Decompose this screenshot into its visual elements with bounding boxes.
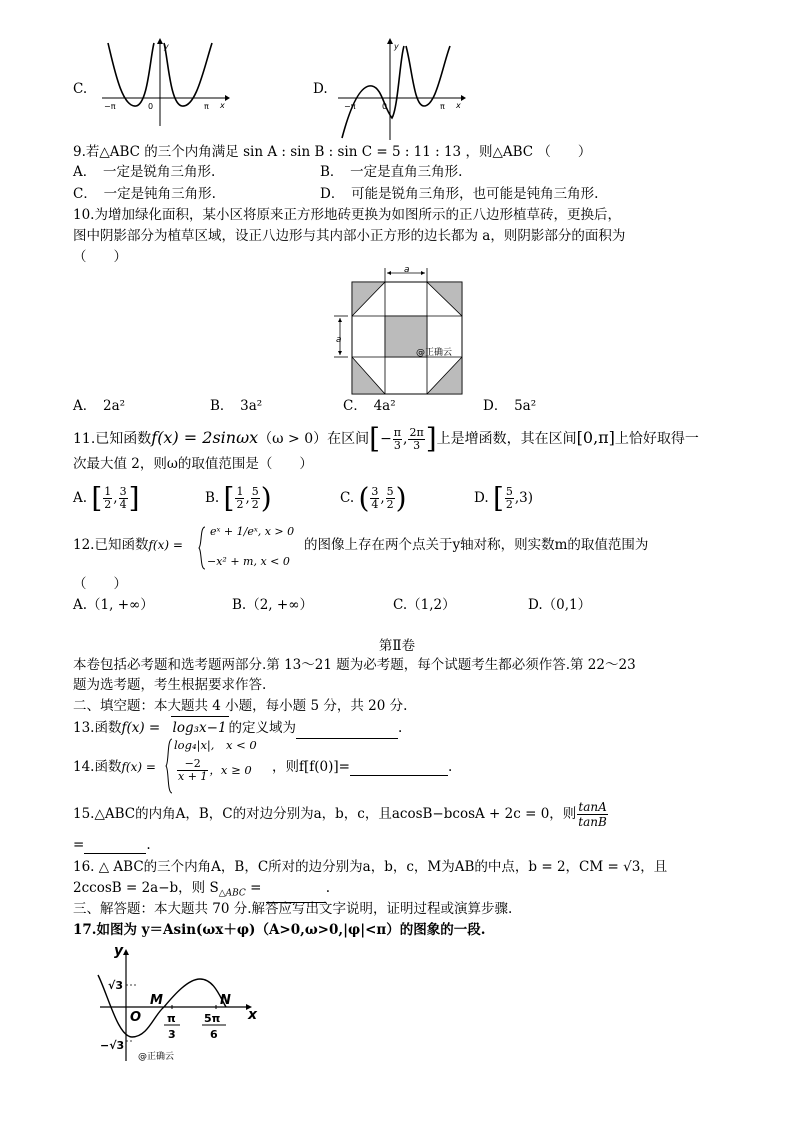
q14-tail — [272, 758, 452, 776]
q17-neg-sqrt3: −√3 — [100, 1039, 125, 1052]
q12-pre: 12.已知函数 — [73, 537, 149, 553]
q15-blank[interactable] — [84, 839, 146, 854]
q10-option-b: B． 3a² — [210, 398, 263, 414]
q8c-neg-pi: −π — [104, 102, 116, 111]
q11-c-label: C. — [340, 490, 355, 506]
q16-end: . — [325, 880, 331, 896]
q11-mid: 上是增函数，其在区间 — [436, 431, 577, 447]
q11-iv-n2: 2π — [409, 425, 424, 439]
q17-five-pi: 5π — [204, 1012, 221, 1025]
q11-iv-d1: 3 — [393, 438, 401, 452]
q12-func: f(x) = — [148, 538, 183, 552]
q13-radical: log₃x−1 — [171, 716, 229, 739]
q10-option-a: A． 2a² — [73, 398, 126, 414]
q10-option-c: C． 4a² — [343, 398, 396, 414]
q15-end: . — [146, 837, 151, 853]
section2-heading: 二、填空题：本大题共 4 小题，每小题 5 分，共 20 分. — [73, 698, 408, 714]
q10-line2: 图中阴影部分为植草区域，设正八边形与其内部小正方形的边长都为 a，则阴影部分的面积为 — [73, 228, 626, 244]
q11-c-n2: 5 — [386, 485, 394, 498]
q10-left-a: a — [336, 335, 342, 345]
q13-func: f(x) = — [121, 720, 165, 736]
part2-title: 第Ⅱ卷 — [378, 638, 416, 654]
q17-sine-graph — [96, 945, 266, 1067]
q15-line1 — [73, 798, 609, 830]
q11-a-n1: 1 — [104, 485, 112, 498]
part2-intro-line2: 题为选考题，考生根据要求作答. — [73, 677, 267, 693]
q14-case1: log₄|x|, x < 0 — [174, 738, 257, 752]
q14-mid: ，则f[f(0)]= — [272, 759, 350, 775]
q12-option-d: D.（0,1） — [528, 597, 592, 613]
q8-option-d-label: D. — [313, 81, 328, 97]
q11-b-d2: 2 — [251, 498, 259, 511]
q9-option-d: D． 可能是锐角三角形，也可能是钝角三角形. — [320, 186, 599, 202]
q14-case2-den: x + 1 — [178, 770, 208, 783]
q11-option-b: B. [ $\frac{1}{2}$ , $\frac{5}{2}$ ) — [205, 481, 272, 515]
q9-stem: 9.若△ABC 的三个内角满足 sin A : sin B : sin C = 5 : 11 : 13 ，则△ABC （ ） — [73, 144, 592, 160]
q11-a-d2: 4 — [119, 498, 127, 511]
q8c-y: y — [164, 42, 169, 51]
q8c-x: x — [220, 101, 225, 110]
q14-func: f(x) = — [121, 760, 156, 774]
q12-option-c: C.（1,2） — [393, 597, 456, 613]
q15-line2 — [73, 836, 151, 854]
q13-blank[interactable] — [296, 724, 398, 739]
q11-b-d1: 2 — [236, 498, 244, 511]
q14-pre: 14.函数 — [73, 759, 122, 775]
q16-line1: 16. △ ABC的三个内角A，B，C所对的边分别为a，b，c，M为AB的中点，b = 2，CM = √3，且 — [73, 859, 668, 875]
q14-case2-cond: ，x ≥ 0 — [209, 763, 252, 777]
q11-a-n2: 3 — [119, 485, 127, 498]
q16-eq: = — [245, 880, 266, 896]
q11-d-label: D. — [474, 490, 489, 506]
q11-d-n1: 5 — [505, 485, 513, 498]
q12-paren: （ ） — [73, 576, 127, 592]
q13-end: . — [398, 720, 403, 736]
q17-sqrt3: √3 — [108, 979, 123, 992]
q12-case1: eˣ + 1/eˣ, x > 0 — [210, 525, 295, 538]
q9-option-a: A． 一定是锐角三角形. — [73, 164, 216, 180]
q13-line — [73, 716, 402, 739]
q11-option-a: A. [ $\frac{1}{2}$ , $\frac{3}{4}$ ] — [73, 481, 140, 515]
q17-y-label: y — [114, 945, 124, 959]
q12-brace — [197, 525, 207, 571]
q11-iv-n1: π — [393, 425, 402, 439]
q17-watermark: @正确云 — [138, 1052, 175, 1062]
q11-c-d2: 2 — [386, 498, 394, 511]
q12-option-b: B.（2, +∞） — [232, 597, 313, 613]
q10-option-d: D． 5a² — [483, 398, 537, 414]
q8c-pi: π — [204, 102, 209, 111]
q12-option-a: A.（1, +∞） — [73, 597, 154, 613]
q11-line1: 11.已知函数f(x) = 2sinωx（ω > 0）在区间[− $\frac{\pi}{3}$ , $\frac{2\pi}{3}$ ]上是增函数，其在区间[0,π]上恰好取得一 — [73, 422, 699, 455]
q15-eq: = — [73, 837, 85, 853]
q14-pre-text — [73, 758, 156, 776]
q11-d-tail: ,3) — [514, 490, 534, 506]
part2-intro-line1: 本卷包括必考题和选考题两部分.第 13～21 题为必考题，每个试题考生都必须作答.第 22～23 — [73, 657, 636, 673]
q11-c-d1: 4 — [371, 498, 379, 511]
q11-option-d: D. [ $\frac{5}{2}$ ,3) — [474, 481, 534, 515]
q17-three: 3 — [168, 1028, 176, 1041]
q17-x-label: x — [248, 1007, 258, 1023]
q8-option-c-label: C. — [73, 81, 88, 97]
q10-watermark: @正确云 — [416, 348, 453, 358]
q15-frac-num: tanA — [578, 800, 607, 814]
q17-point-n: N — [220, 993, 231, 1008]
q17-point-m: M — [150, 993, 163, 1008]
q14-case2-num: −2 — [177, 758, 208, 771]
q9-option-b: B． 一定是直角三角形. — [320, 164, 463, 180]
section3-heading: 三、解答题：本大题共 70 分.解答应写出文字说明，证明过程或演算步骤. — [73, 901, 513, 917]
q8d-pi: π — [440, 102, 445, 111]
q14-end: . — [447, 759, 453, 775]
q11-iv-d2: 3 — [413, 438, 421, 452]
q11-interval2: [0,π] — [576, 428, 615, 447]
q17-stem: 17.如图为 y＝Asin(ωx＋φ)（A>0,ω>0,|φ|<π）的图象的一段. — [73, 922, 486, 938]
q11-a-label: A. — [73, 490, 88, 506]
q16-sub: △ABC — [218, 888, 246, 899]
q14-brace — [164, 737, 174, 795]
q13-pre: 13.函数 — [73, 720, 122, 736]
q16-text: 2ccosB = 2a−b，则 S — [73, 880, 219, 896]
q8-option-c-graph — [100, 38, 230, 128]
q15-frac-den: tanB — [578, 815, 607, 829]
q14-blank[interactable] — [350, 761, 448, 776]
q8d-origin: 0 — [382, 102, 388, 111]
q11-cond: （ω > 0）在区间 — [258, 431, 370, 447]
q14-case2 — [176, 758, 252, 783]
q17-pi: π — [167, 1012, 176, 1025]
q9-option-c: C． 一定是钝角三角形. — [73, 186, 216, 202]
q8c-origin: 0 — [148, 102, 154, 111]
q11-func: f(x) = 2sinωx — [151, 428, 259, 447]
q11-d-d1: 2 — [505, 498, 513, 511]
q11-c-n1: 3 — [371, 485, 379, 498]
q11-line2: 次最大值 2，则ω的取值范围是（ ） — [73, 456, 313, 472]
q12-pre-text — [73, 536, 183, 554]
q15-text: 15.△ABC的内角A，B，C的对边分别为a，b，c，且acosB−bcosA + 2c = 0，则 — [73, 806, 577, 822]
q13-post: 的定义域为 — [228, 720, 297, 736]
q11-b-n2: 5 — [251, 485, 259, 498]
q12-case2: −x² + m, x < 0 — [207, 555, 290, 568]
q17-origin: O — [130, 1010, 142, 1025]
q12-post: 的图像上存在两个点关于y轴对称，则实数m的取值范围为 — [304, 537, 649, 553]
q8-option-d-graph — [336, 38, 466, 142]
q11-post: 上恰好取得一 — [614, 431, 699, 447]
q10-octagon-tile-figure — [330, 262, 470, 398]
q8d-y: y — [394, 42, 399, 51]
q10-line3: （ ） — [73, 249, 127, 265]
q11-b-label: B. — [205, 490, 220, 506]
q8d-neg-pi: −π — [344, 102, 356, 111]
q11-b-n1: 1 — [236, 485, 244, 498]
q11-option-c: C. ( $\frac{3}{4}$ , $\frac{5}{2}$ ) — [340, 481, 407, 515]
q11-a-d1: 2 — [104, 498, 112, 511]
q10-line1: 10.为增加绿化面积，某小区将原来正方形地砖更换为如图所示的正八边形植草砖，更换后， — [73, 207, 621, 223]
q11-pre: 11.已知函数 — [73, 431, 152, 447]
q8d-x: x — [456, 101, 461, 110]
q10-top-a: a — [404, 265, 410, 275]
q17-six: 6 — [210, 1028, 218, 1041]
